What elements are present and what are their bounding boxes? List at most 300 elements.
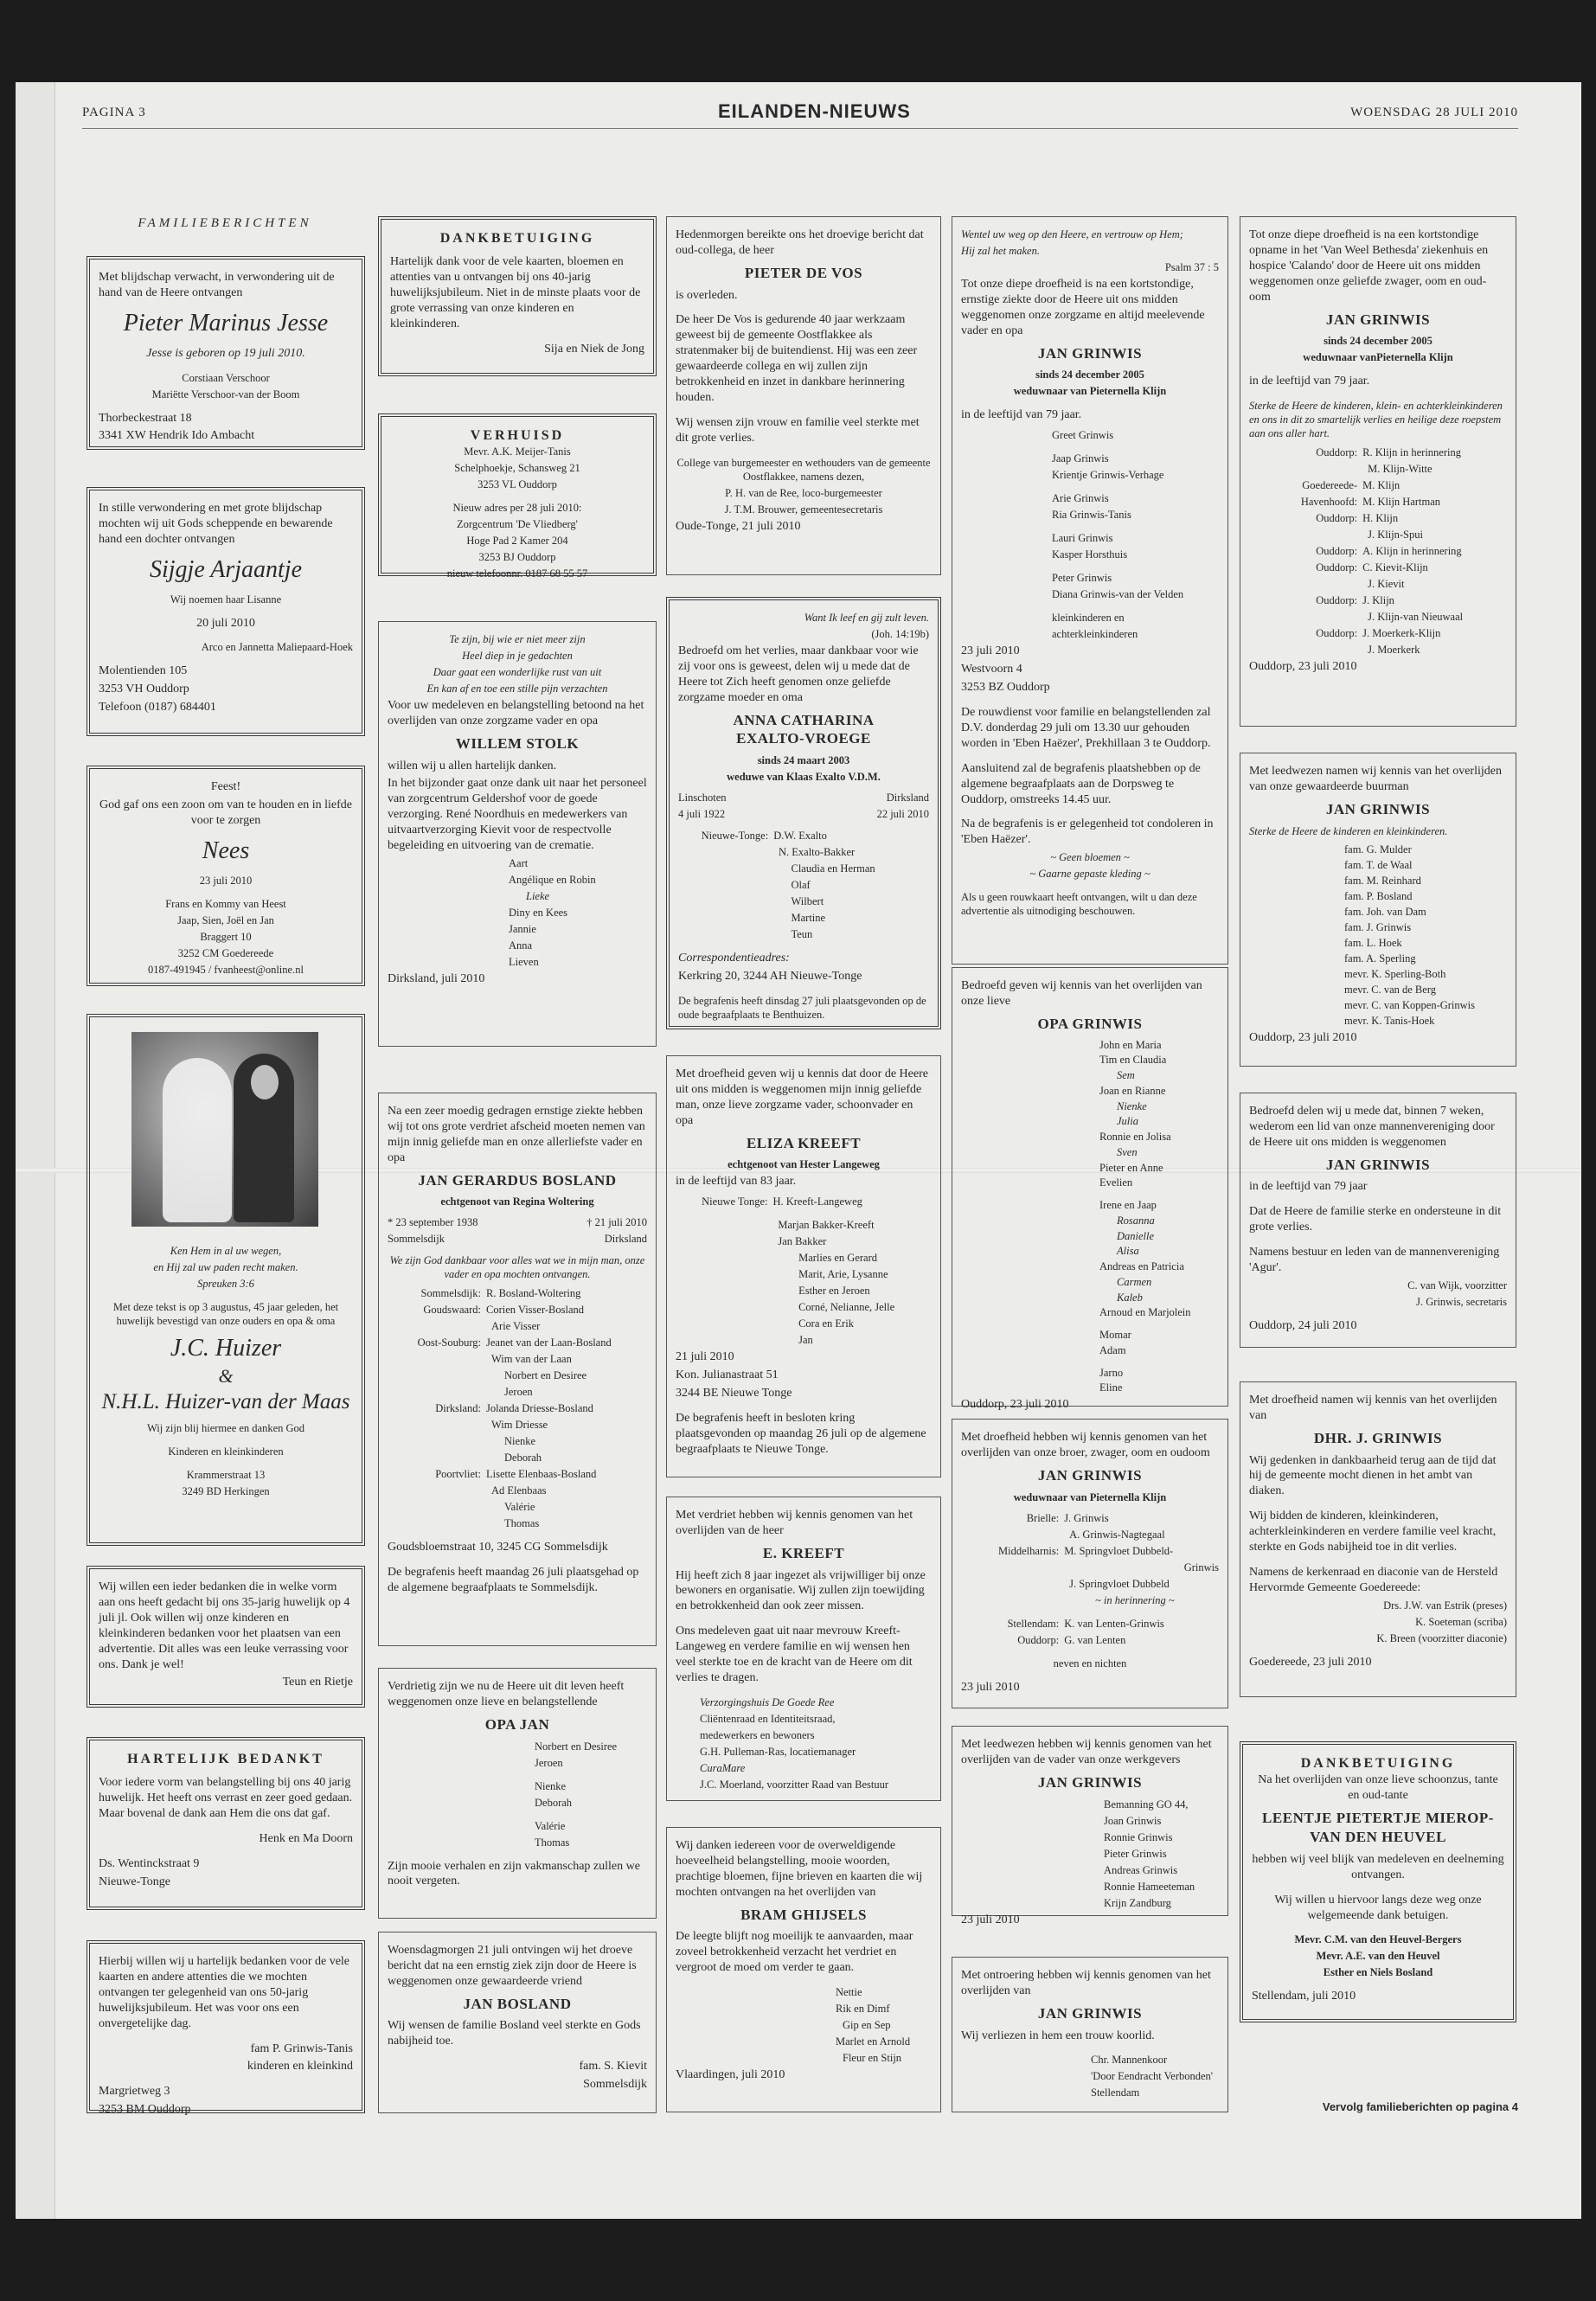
signature: Teun en Rietje xyxy=(282,1676,353,1689)
family-member: Rik en Dimf xyxy=(836,2003,890,2016)
family-member: Arie Grinwis xyxy=(1052,492,1109,505)
family-member: J. Moerkerk-Klijn xyxy=(1362,627,1441,640)
family-member: Marjan Bakker-Kreeft xyxy=(778,1219,875,1232)
signature: mevr. K. Tanis-Hoek xyxy=(1344,1014,1435,1027)
signature: Chr. Mannenkoor xyxy=(1091,2054,1168,2067)
notice-intro: Tot onze diepe droefheid is na een kortstondige opname in het 'Van Weel Bethesda' ziekenhuis en hospice 'Calando' door de Heere uit ons midden weggenomen onze geliefde zwager, oom en oud-oom xyxy=(1249,228,1489,304)
signature: Ronnie Grinwis xyxy=(1104,1830,1173,1843)
age-line: in de leeftijd van 79 jaar. xyxy=(961,408,1082,422)
family-member: Jeroen xyxy=(535,1756,563,1769)
deceased-name: OPA JAN xyxy=(484,1715,550,1733)
deceased-name: LEENTJE PIETERTJE MIEROP- xyxy=(1262,1810,1494,1827)
deceased-name: ANNA CATHARINA xyxy=(733,711,875,728)
family-member: Arnoud en Marjolein xyxy=(1099,1306,1191,1319)
deceased-name: JAN GRINWIS xyxy=(1037,344,1143,362)
notice-line: 3253 BJ Ouddorp xyxy=(478,551,556,564)
family-member: Adam xyxy=(1099,1343,1126,1356)
child-name: Sijgje Arjaantje xyxy=(149,555,303,583)
death-notice-kreeft xyxy=(666,1055,941,1477)
siblings: Jaap, Sien, Joël en Jan xyxy=(177,913,274,926)
family-place: Nieuwe Tonge: xyxy=(702,1195,768,1208)
family-member: Tim en Claudia xyxy=(1099,1054,1167,1067)
notice-text: Hij heeft zich 8 jaar ingezet als vrijwilliger bij onze bewoners en organisatie. Wij zullen zijn toewijding en betrokkenheid dan ook zeer missen. xyxy=(676,1568,926,1613)
family-member: Norbert en Desiree xyxy=(504,1369,587,1382)
signature: Mevr. A.E. van den Heuvel xyxy=(1316,1950,1440,1963)
death-notice-grinwis-siblings xyxy=(952,1419,1228,1708)
address-line: 3253 VH Ouddorp xyxy=(99,683,189,696)
notice-intro: Bedroefd geven wij kennis van het overlijden van onze lieve xyxy=(961,979,1202,1008)
family-member: Diana Grinwis-van der Velden xyxy=(1052,588,1184,601)
deceased-name: JAN GRINWIS xyxy=(1325,800,1431,817)
verse-line: Wentel uw weg op den Heere, en vertrouw op Hem; xyxy=(961,228,1183,240)
bride-figure xyxy=(163,1058,232,1222)
place-date: Vlaardingen, juli 2010 xyxy=(676,2068,785,2082)
family-member: J. Springvloet Dubbeld xyxy=(1069,1577,1170,1590)
family-member: Julia xyxy=(1117,1115,1138,1128)
deceased-name: PIETER DE VOS xyxy=(744,264,863,281)
address-line: Margrietweg 3 xyxy=(99,2085,170,2099)
signature: J. T.M. Brouwer, gemeentesecretaris xyxy=(724,503,883,516)
family-member: Eline xyxy=(1099,1381,1123,1394)
signature: Henk en Ma Doorn xyxy=(259,1832,353,1846)
notice-intro: Bedroefd om het verlies, maar dankbaar voor wie zij voor ons is geweest, delen wij u mede dat de Heere tot Zich heeft genomen onze geliefde zorgzame moeder en oma xyxy=(678,644,919,704)
family-place: Ouddorp: xyxy=(1316,561,1358,574)
place-date: Ouddorp, 23 juli 2010 xyxy=(1249,1030,1357,1044)
family-member: Carmen xyxy=(1117,1275,1152,1288)
spouse-line: echtgenoot van Regina Woltering xyxy=(440,1195,594,1208)
place-date: Ouddorp, 23 juli 2010 xyxy=(1249,660,1357,674)
death-notice-grinwis-klijn xyxy=(1240,216,1516,727)
notice-text: Namens bestuur en leden van de mannenvereniging 'Agur'. xyxy=(1249,1246,1500,1275)
verse-reference: (Joh. 14:19b) xyxy=(871,628,929,640)
newspaper-title: EILANDEN-NIEUWS xyxy=(718,100,911,122)
funeral-info: De begrafenis heeft in besloten kring plaatsgevonden op maandag 26 juli op de algemene begraafplaats te Nieuwe Tonge. xyxy=(676,1412,926,1456)
family-member: Danielle xyxy=(1117,1229,1155,1242)
correspondence-address: Kerkring 20, 3244 AH Nieuwe-Tonge xyxy=(678,970,862,984)
birth-date: 20 juli 2010 xyxy=(196,616,255,630)
death-place: Dirksland xyxy=(886,792,929,804)
page-header xyxy=(82,99,1518,125)
family-member: Thomas xyxy=(504,1517,540,1530)
family-member: Anna xyxy=(509,939,533,952)
deceased-name: VAN DEN HEUVEL xyxy=(1310,1829,1446,1846)
contact-line: 0187-491945 / fvanheest@online.nl xyxy=(148,963,304,976)
family-place: Stellendam: xyxy=(1007,1617,1060,1630)
family-member: M. Springvloet Dubbeld- xyxy=(1064,1544,1174,1557)
child-name: Nees xyxy=(202,836,250,864)
family-place: Brielle: xyxy=(1026,1511,1060,1524)
birth-date: * 23 september 1938 xyxy=(388,1216,478,1229)
signature: C. van Wijk, voorzitter xyxy=(1407,1279,1507,1292)
deceased-name: BRAM GHIJSELS xyxy=(740,1906,867,1923)
family-member: Krientje Grinwis-Verhage xyxy=(1052,469,1164,482)
family-member: Lieke xyxy=(526,890,550,902)
address-line: 3252 CM Goedereede xyxy=(177,946,274,959)
death-notice-exalto xyxy=(666,597,941,1029)
deceased-name: E. KREEFT xyxy=(762,1544,845,1561)
address-line: Nieuwe-Tonge xyxy=(99,1875,170,1888)
signature: CuraMare xyxy=(700,1761,746,1774)
notice-intro: Bedroefd delen wij u mede dat, binnen 7 weken, wederom een lid van onze mannenvereniging door de Heere uit ons midden is weggenomen xyxy=(1249,1105,1495,1149)
family-member: Aart xyxy=(509,857,529,869)
family-member: A. Grinwis-Nagtegaal xyxy=(1069,1528,1165,1541)
notice-date: 23 juli 2010 xyxy=(961,1913,1020,1926)
deceased-name: OPA GRINWIS xyxy=(1037,1015,1143,1032)
family-member: Irene en Jaap xyxy=(1099,1199,1157,1212)
signature: mevr. K. Sperling-Both xyxy=(1344,967,1446,980)
deceased-name: JAN BOSLAND xyxy=(463,1995,572,2012)
verse-line: Te zijn, bij wie er niet meer zijn xyxy=(449,633,586,645)
family-member: Ronnie en Jolisa xyxy=(1099,1131,1171,1144)
notice-heading: Feest! xyxy=(210,780,241,793)
notice-text: ~ Gaarne gepaste kleding ~ xyxy=(1029,868,1151,881)
family-member: H. Kreeft-Langeweg xyxy=(772,1195,862,1208)
family-member: Sven xyxy=(1117,1145,1138,1158)
signature: Andreas Grinwis xyxy=(1104,1863,1178,1876)
family-member: Fleur en Stijn xyxy=(843,2052,902,2065)
notice-title: VERHUISD xyxy=(470,428,565,443)
family-place: Ouddorp: xyxy=(1316,446,1358,459)
verse-reference: Psalm 37 : 5 xyxy=(1164,261,1219,273)
spouse-line: echtgenoot van Hester Langeweg xyxy=(727,1158,880,1171)
thanks-notice-teun-rietje xyxy=(87,1566,365,1708)
death-notice-opa-jan xyxy=(378,1668,657,1919)
notice-text: De rouwdienst voor familie en belangstellenden zal D.V. donderdag 29 juli om 13.30 uur gehouden worden in 'Eben Haëzer', Prekhillaan 3 te Ouddorp. xyxy=(961,706,1211,750)
family-member: Nienke xyxy=(535,1779,567,1792)
notice-intro: Na het overlijden van onze lieve schoonzus, tante en oud-tante xyxy=(1258,1773,1498,1803)
deceased-name: JAN GRINWIS xyxy=(1325,1156,1431,1173)
adjacent-page-edge xyxy=(16,82,55,2219)
signature: J.C. Moerland, voorzitter Raad van Bestuur xyxy=(700,1778,889,1791)
address-line: Molentienden 105 xyxy=(99,664,188,678)
signature: P. H. van de Ree, loco-burgemeester xyxy=(725,486,882,499)
notice-text: In het bijzonder gaat onze dank uit naar het personeel van zorgcentrum Geldershof voor de goede verzorging. René Noordhuis en medewerkers van uitvaartverzorging Kievit voor de respectvolle begeleiding en uitvoering van de crematie. xyxy=(388,777,647,853)
family-member: Jan Bakker xyxy=(778,1235,827,1248)
signature: medewerkers en bewoners xyxy=(700,1728,815,1741)
signature: Pieter Grinwis xyxy=(1104,1847,1167,1860)
notice-text: Ons medeleven gaat uit naar mevrouw Kreeft-Langeweg en verdere familie en wij wensen hen veel sterkte toe en de kracht van de Heere om dit verlies te dragen. xyxy=(676,1625,913,1684)
address-line: Westvoorn 4 xyxy=(961,663,1022,676)
family-member: Diny en Kees xyxy=(509,907,568,919)
family-member: Nienke xyxy=(1117,1099,1147,1112)
signature: K. Soeteman (scriba) xyxy=(1415,1615,1507,1628)
notice-text: Aansluitend zal de begrafenis plaatshebben op de algemene begraafplaats aan de Dorpsweg te Ouddorp, omstreeks 14.45 uur. xyxy=(961,761,1201,806)
signature: kinderen en kleinkind xyxy=(247,2060,353,2073)
notice-intro: Met ontroering hebben wij kennis genomen van het overlijden van xyxy=(961,1969,1211,1997)
verse-line: Sterke de Heere de kinderen, klein- en achterkleinkinderen en ons in dit zo smartelijk verlies en heilige deze roepstem aan ons aller hart. xyxy=(1249,400,1503,440)
family-member: Grinwis xyxy=(1183,1561,1219,1574)
deceased-name: JAN GRINWIS xyxy=(1037,1773,1143,1791)
parents: Frans en Kommy van Heest xyxy=(165,897,286,910)
signature: Esther en Niels Bosland xyxy=(1323,1966,1433,1979)
widow-since: sinds 24 maart 2003 xyxy=(757,754,850,767)
parent-line: Corstiaan Verschoor xyxy=(182,371,270,384)
signature: fam. L. Hoek xyxy=(1344,936,1402,949)
family-place: Poortvliet: xyxy=(435,1468,481,1481)
family-place: Dirksland: xyxy=(435,1402,481,1415)
family-member: J. Klijn-Spui xyxy=(1368,529,1423,542)
age-line: in de leeftijd van 79 jaar. xyxy=(1249,375,1370,388)
notice-text: De heer De Vos is gedurende 40 jaar werkzaam geweest bij de gemeente Oostflakkee als stratenmaker bij de buitendienst. Hij was een zeer gewaardeerde collega en wij zullen zijn betrokkenheid en inzet in dankbare herinnering houden. xyxy=(676,313,918,404)
widow-line: weduwnaar van Pieternella Klijn xyxy=(1013,385,1167,398)
family-place: Goudswaard: xyxy=(423,1304,481,1317)
family-member: Deborah xyxy=(504,1452,542,1465)
deceased-name: WILLEM STOLK xyxy=(455,734,580,752)
family-line: Kinderen en kleinkinderen xyxy=(168,1445,284,1458)
verse-line: Daar gaat een wonderlijke rust van uit xyxy=(433,666,602,678)
family-place: Nieuwe-Tonge: xyxy=(701,830,769,843)
page-number: PAGINA 3 xyxy=(82,106,146,119)
family-member: Norbert en Desiree xyxy=(535,1740,618,1753)
signature: Sija en Niek de Jong xyxy=(544,343,644,356)
family-place: Ouddorp: xyxy=(1316,594,1358,607)
death-date: 22 juli 2010 xyxy=(876,808,929,821)
family-member: Teun xyxy=(791,928,813,941)
signature: fam. J. Grinwis xyxy=(1344,920,1412,933)
family-member: Lieven xyxy=(509,956,539,968)
family-member: D.W. Exalto xyxy=(773,830,827,843)
address-line: 3253 BM Ouddorp xyxy=(99,2103,191,2117)
family-member: Pieter en Anne xyxy=(1099,1161,1163,1174)
notice-intro: Met blijdschap verwacht, in verwondering uit de hand van de Heere ontvangen xyxy=(99,271,335,299)
notice-line: Mevr. A.K. Meijer-Tanis xyxy=(464,445,571,458)
birth-notice-pieter xyxy=(87,256,365,450)
family-member: Valérie xyxy=(535,1819,566,1832)
family-member: J. Klijn xyxy=(1362,594,1394,607)
birth-date: 4 juli 1922 xyxy=(678,808,726,821)
deceased-name: JAN GERARDUS BOSLAND xyxy=(418,1171,617,1189)
notice-intro: Met droefheid namen wij kennis van het overlijden van xyxy=(1249,1394,1497,1422)
parents: Arco en Jannetta Maliepaard-Hoek xyxy=(201,641,353,654)
funeral-info: De begrafenis heeft maandag 26 juli plaatsgehad op de algemene begraafplaats te Sommelsdijk. xyxy=(388,1566,639,1595)
verse-line: Want Ik leef en gij zult leven. xyxy=(804,612,929,624)
family-member: Olaf xyxy=(791,879,811,892)
family-member: Martine xyxy=(791,912,826,925)
family-place: Havenhoofd: xyxy=(1300,496,1358,509)
family-member: A. Klijn in herinnering xyxy=(1362,545,1462,558)
death-notice-grinwis-agur xyxy=(1240,1093,1516,1348)
death-notice-grinwis-choir xyxy=(952,1957,1228,2112)
family-member: Jolanda Driesse-Bosland xyxy=(486,1402,593,1415)
family-place: Ouddorp: xyxy=(1316,545,1358,558)
deceased-name: JAN GRINWIS xyxy=(1325,311,1431,328)
signature: Joan Grinwis xyxy=(1104,1814,1162,1827)
family-place: Ouddorp: xyxy=(1316,627,1358,640)
notice-intro: Met leedwezen hebben wij kennis genomen van het overlijden van de vader van onze werkgevers xyxy=(961,1738,1212,1766)
notice-text: Wij gedenken in dankbaarheid terug aan de tijd dat hij de gemeente mocht dienen in het ambt van diaken. xyxy=(1249,1453,1497,1498)
signature: mevr. C. van Koppen-Grinwis xyxy=(1344,998,1476,1011)
thanks-notice-grinwis-tanis xyxy=(87,1940,365,2117)
signature: Bemanning GO 44, xyxy=(1104,1798,1189,1811)
verse-line: We zijn God dankbaar voor alles wat we in mijn man, onze vader en opa mochten ontvangen. xyxy=(389,1254,645,1281)
notice-date: 23 juli 2010 xyxy=(961,644,1020,658)
widow-line: weduwe van Klaas Exalto V.D.M. xyxy=(727,771,881,784)
death-notice-jan-bosland xyxy=(378,1932,657,2113)
notice-text: Wij wensen de familie Bosland veel sterkte en Gods nabijheid toe. xyxy=(388,2019,641,2048)
signature: Mevr. C.M. van den Heuvel-Bergers xyxy=(1294,1933,1462,1946)
family-member: R. Bosland-Woltering xyxy=(486,1287,581,1300)
family-member: Arie Visser xyxy=(491,1320,541,1333)
death-notice-jan-grinwis-family xyxy=(952,216,1228,965)
notice-text: Hartelijk dank voor de vele kaarten, bloemen en attenties van u ontvangen bij ons 40-jarig huwelijksjubileum. Niet in de minste plaats voor de grote verrassing van onze kinderen en kleinkinderen. xyxy=(390,255,641,331)
family-member: achterkleinkinderen xyxy=(1052,628,1138,641)
address-line: Goudsbloemstraat 10, 3245 CG Sommelsdijk xyxy=(388,1541,608,1554)
notice-line: 3253 VL Ouddorp xyxy=(478,478,557,491)
address-line: 3253 BZ Ouddorp xyxy=(961,681,1050,695)
deceased-name: DHR. J. GRINWIS xyxy=(1313,1429,1443,1446)
family-member: J. Klijn-van Nieuwaal xyxy=(1368,611,1464,624)
widow-since: sinds 24 december 2005 xyxy=(1035,369,1144,381)
family-member: Andreas en Patricia xyxy=(1099,1260,1184,1273)
wedding-photo xyxy=(131,1032,318,1227)
notice-intro: God gaf ons een zoon om van te houden en in liefde voor te zorgen xyxy=(99,798,352,827)
signature: fam. G. Mulder xyxy=(1344,843,1412,856)
family-member: Jan xyxy=(798,1334,813,1347)
notice-text: ~ Geen bloemen ~ xyxy=(1050,851,1130,864)
address-line: Ds. Wentinckstraat 9 xyxy=(99,1857,200,1871)
verse-reference: Spreuken 3:6 xyxy=(197,1278,254,1290)
family-member: Alisa xyxy=(1117,1245,1139,1258)
family-member: Marit, Arie, Lysanne xyxy=(798,1268,888,1281)
family-member: John en Maria xyxy=(1099,1038,1162,1051)
signature: mevr. C. van de Berg xyxy=(1344,983,1436,996)
family-member: M. Klijn-Witte xyxy=(1368,463,1433,476)
age-line: in de leeftijd van 79 jaar xyxy=(1249,1180,1368,1194)
ampersand: & xyxy=(218,1364,234,1387)
notice-text: Dat de Heere de familie sterke en ondersteune in dit grote verlies. xyxy=(1249,1205,1502,1234)
notice-intro: Met droefheid hebben wij kennis genomen van het overlijden van onze broer, zwager, oom en oudoom xyxy=(961,1431,1210,1459)
notice-text: Met deze tekst is op 3 augustus, 45 jaar geleden, het huwelijk bevestigd van onze ouders en opa & oma xyxy=(112,1301,339,1327)
notice-intro: Wij danken iedereen voor de overweldigende hoeveelheid belangstelling, mooie woorden, prachtige bloemen, fijne brieven en kaarten die wij mochten ontvangen na het overlijden van xyxy=(676,1839,923,1899)
issue-date: WOENSDAG 28 JULI 2010 xyxy=(1350,106,1518,119)
notice-text: Wij willen u hiervoor langs deze weg onze welgemeende dank betuigen. xyxy=(1274,1893,1482,1922)
signature: fam P. Grinwis-Tanis xyxy=(250,2041,353,2055)
notice-text: Voor iedere vorm van belangstelling bij ons 40 jarig huwelijk. Het heeft ons verrast en zeer goed gedaan. Maar bovenal de dank aan Hem die ons dat gaf. xyxy=(99,1776,353,1821)
death-notice-grinwis-church xyxy=(1240,1381,1516,1697)
dankbetuiging-mierop xyxy=(1240,1741,1516,2022)
family-place: Middelharnis: xyxy=(998,1544,1060,1557)
family-member: Nienke xyxy=(504,1435,536,1448)
family-member: Nettie xyxy=(836,1986,862,1999)
family-member: Jannie xyxy=(509,923,536,935)
signature: Stellendam xyxy=(1091,2086,1140,2099)
notice-intro: Met verdriet hebben wij kennis genomen van het overlijden van de heer xyxy=(676,1509,913,1537)
notice-intro: Na een zeer moedig gedragen ernstige ziekte hebben wij tot ons grote verdriet afscheid moeten nemen van mijn innig geliefde man en onze allerliefste vader en opa xyxy=(388,1105,645,1164)
widow-line: weduwnaar vanPieternella Klijn xyxy=(1303,351,1453,364)
address-line: Braggert 10 xyxy=(200,930,252,943)
place-date: Ouddorp, 23 juli 2010 xyxy=(961,1398,1069,1412)
notice-text: Wij verliezen in hem een trouw koorlid. xyxy=(961,2029,1155,2042)
header-rule xyxy=(82,128,1518,129)
notice-text: Wij bidden de kinderen, kleinkinderen, achterkleinkinderen en verdere familie veel kracht, sterkte en Gods nabijheid toe in dit verlies. xyxy=(1249,1509,1497,1554)
signature: J. Grinwis, secretaris xyxy=(1416,1296,1507,1308)
funeral-info: De begrafenis heeft dinsdag 27 juli plaatsgevonden op de oude begraafplaats te Benthuizen. xyxy=(678,994,926,1021)
widow-since: sinds 24 december 2005 xyxy=(1324,335,1433,348)
birth-place: Linschoten xyxy=(678,792,727,804)
deceased-name: JAN GRINWIS xyxy=(1037,2004,1143,2022)
notice-text: Na de begrafenis is er gelegenheid tot condoleren in 'Eben Haëzer'. xyxy=(961,817,1214,847)
verse-line: Ken Hem in al uw wegen, xyxy=(170,1245,282,1257)
notice-line: nieuw telefoonnr. 0187 68 55 57 xyxy=(446,567,588,580)
signature: Ronnie Hameeteman xyxy=(1104,1880,1195,1893)
birth-line: Jesse is geboren op 19 juli 2010. xyxy=(146,346,305,360)
family-member: Marlet en Arnold xyxy=(836,2035,911,2048)
family-member: Jarno xyxy=(1099,1366,1124,1379)
notice-intro: Met leedwezen namen wij kennis van het overlijden van onze gewaardeerde buurman xyxy=(1249,765,1502,793)
family-member: M. Klijn Hartman xyxy=(1362,496,1441,509)
deceased-name: ELIZA KREEFT xyxy=(746,1134,862,1151)
couple-name-1: J.C. Huizer xyxy=(170,1335,282,1362)
thanks-line: Wij zijn blij hiermee en danken God xyxy=(146,1421,305,1434)
family-place: Ouddorp: xyxy=(1316,512,1358,525)
family-place: Ouddorp: xyxy=(1017,1633,1060,1646)
closing-text: Zijn mooie verhalen en zijn vakmanschap zullen we nooit vergeten. xyxy=(388,1859,640,1888)
family-member: Corien Visser-Bosland xyxy=(486,1304,584,1317)
notice-text: College van burgemeester en wethouders van de gemeente Oostflakkee, namens dezen, xyxy=(676,456,931,483)
signature: G.H. Pulleman-Ras, locatiemanager xyxy=(700,1745,856,1758)
family-member: J. Moerkerk xyxy=(1368,644,1420,657)
birth-date: 23 juli 2010 xyxy=(199,874,253,887)
notice-title: DANKBETUIGING xyxy=(1300,1756,1456,1771)
family-member: H. Klijn xyxy=(1362,512,1399,525)
family-member: R. Klijn in herinnering xyxy=(1362,446,1461,459)
place-date: Dirksland, juli 2010 xyxy=(388,972,485,985)
address-line: Thorbeckestraat 18 xyxy=(99,411,192,425)
family-member: kleinkinderen en xyxy=(1052,612,1125,625)
thanks-notice-stolk xyxy=(378,621,657,1047)
notice-text: Wij willen een ieder bedanken die in welke vorm aan ons heeft gedacht bij ons 35-jarig huwelijk op 4 juli jl. Ook willen wij onze kinderen en kleinkinderen bedanken voor het plaatsen van een advertentie. Dit alles was een leuke verrassing voor ons. Dank je wel! xyxy=(99,1580,350,1671)
family-member: Jeanet van der Laan-Bosland xyxy=(486,1336,612,1349)
deceased-name: JAN GRINWIS xyxy=(1037,1466,1143,1484)
family-member: Gip en Sep xyxy=(843,2019,891,2032)
family-member: Ria Grinwis-Tanis xyxy=(1052,509,1131,522)
family-place: Goedereede- xyxy=(1302,479,1358,492)
notice-line: Schelphoekje, Schansweg 21 xyxy=(454,462,580,475)
section-title: FAMILIEBERICHTEN xyxy=(138,216,312,230)
parent-line: Mariëtte Verschoor-van der Boom xyxy=(151,388,300,401)
thanks-notice-doorn xyxy=(87,1737,365,1910)
family-member: Wim van der Laan xyxy=(491,1353,572,1366)
groom-face xyxy=(251,1065,279,1099)
notice-text: willen wij u allen hartelijk danken. xyxy=(388,759,557,772)
notice-text: is overleden. xyxy=(676,288,738,302)
correspondence-label: Correspondentieadres: xyxy=(678,952,790,965)
birth-place: Sommelsdijk xyxy=(388,1233,445,1246)
death-notice-de-vos xyxy=(666,216,941,575)
notice-date: 23 juli 2010 xyxy=(961,1680,1020,1694)
family-member: Wim Driesse xyxy=(491,1419,548,1432)
family-member: Kaleb xyxy=(1117,1291,1143,1304)
family-member: Jaap Grinwis xyxy=(1052,452,1109,465)
notice-title: DANKBETUIGING xyxy=(439,231,595,246)
family-member: Corné, Nelianne, Jelle xyxy=(798,1301,895,1314)
notice-text: Wij wensen zijn vrouw en familie veel sterkte met dit grote verlies. xyxy=(676,415,920,445)
signature: fam. M. Reinhard xyxy=(1344,874,1421,887)
family-member: C. Kievit-Klijn xyxy=(1362,561,1428,574)
family-member: Sem xyxy=(1117,1069,1135,1082)
family-member: Lisette Elenbaas-Bosland xyxy=(486,1468,597,1481)
notice-date: 21 juli 2010 xyxy=(676,1350,734,1364)
notice-text: Namens de kerkenraad en diaconie van de Hersteld Hervormde Gemeente Goedereede: xyxy=(1249,1566,1498,1594)
signature: Sommelsdijk xyxy=(583,2078,647,2092)
notice-intro: Met droefheid geven wij u kennis dat door de Heere uit ons midden is weggenomen mijn innig geliefde man, onze lieve zorgzame vader, schoonvader en opa xyxy=(676,1067,928,1127)
family-member: Esther en Jeroen xyxy=(798,1285,870,1298)
family-member: Marlies en Gerard xyxy=(798,1252,878,1265)
family-member: G. van Lenten xyxy=(1064,1633,1126,1646)
verse-line: Hij zal het maken. xyxy=(961,245,1040,257)
family-place: Sommelsdijk: xyxy=(420,1287,481,1300)
child-name: Pieter Marinus Jesse xyxy=(123,309,329,336)
